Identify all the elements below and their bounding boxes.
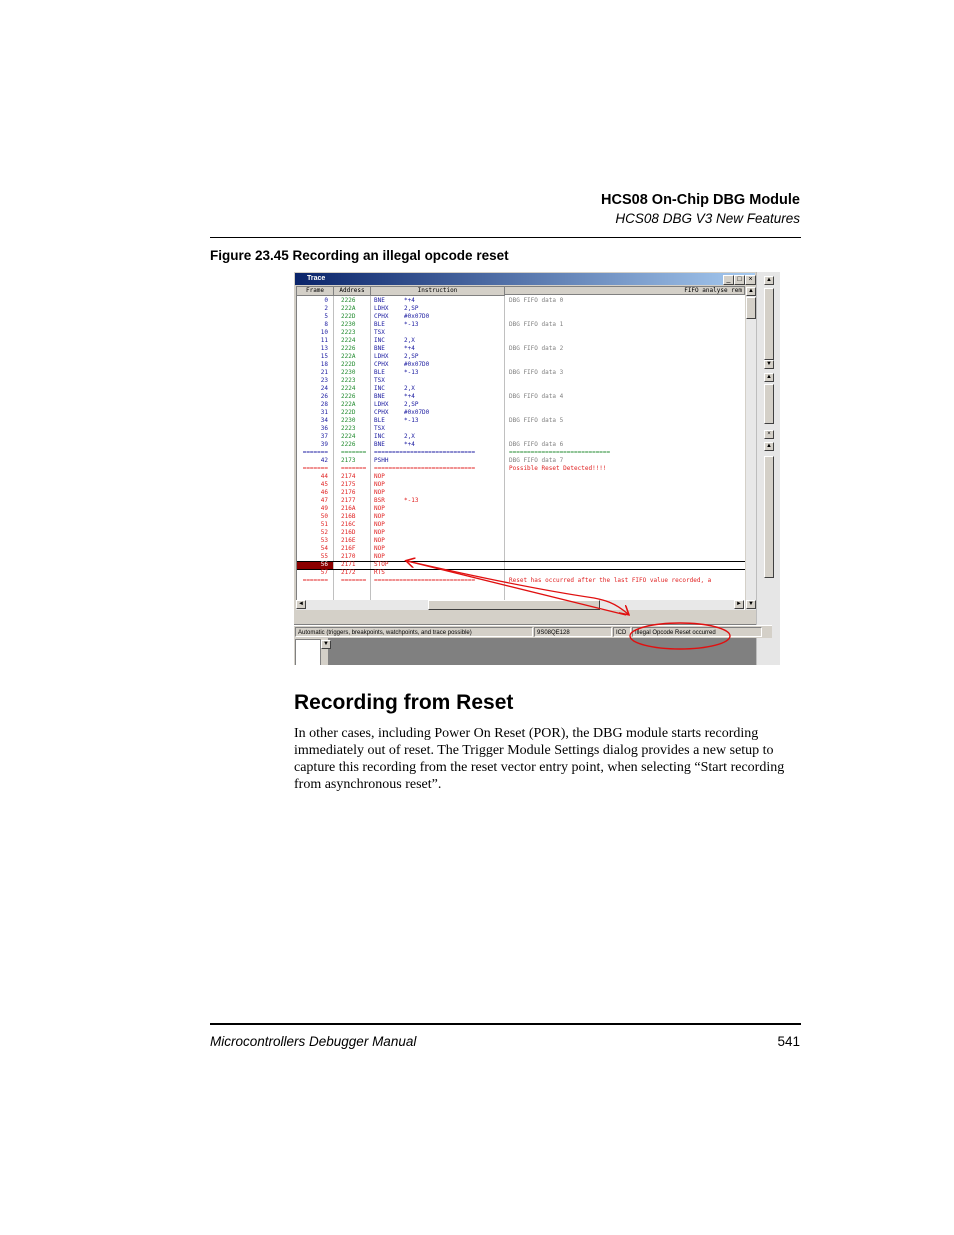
mnemonic-cell: INC xyxy=(374,385,385,392)
mnemonic-cell: NOP xyxy=(374,481,385,488)
mnemonic-cell: NOP xyxy=(374,489,385,496)
mnemonic-cell: BNE xyxy=(374,393,385,400)
info-cell: DBG FIFO data 4 xyxy=(509,393,564,400)
operand-cell: #0x07D0 xyxy=(404,361,430,368)
mnemonic-cell: NOP xyxy=(374,513,385,520)
frame-cell: 18 xyxy=(320,361,328,368)
mnemonic-cell: BLE xyxy=(374,321,385,328)
address-cell: 2175 xyxy=(341,481,356,488)
annotation-arrow-to-reset-line xyxy=(407,561,628,614)
address-cell: 222A xyxy=(341,353,356,360)
address-cell: 2176 xyxy=(341,489,356,496)
section-body: In other cases, including Power On Reset (POR), the DBG module starts recording immediately out of reset. The Trigger Module Settings dialog provides a new setup to capture this recording from the reset vector entry point, when selecting “Start recording from asynchronous reset”. xyxy=(294,726,785,792)
trace-window-title: Trace xyxy=(307,275,326,282)
info-cell: DBG FIFO data 7 xyxy=(509,457,564,464)
mnemonic-cell: TSX xyxy=(374,425,385,432)
trace-screenshot xyxy=(294,272,780,665)
page-number: 541 xyxy=(777,1034,800,1049)
operand-cell: *-13 xyxy=(404,369,419,376)
minimize-icon[interactable]: _ xyxy=(723,275,734,285)
address-cell: 2226 xyxy=(341,393,356,400)
status-message: Illegal Opcode Reset occurred xyxy=(632,627,762,637)
mnemonic-cell: RTS xyxy=(374,569,385,576)
frame-cell: 53 xyxy=(320,537,328,544)
outer-scroll-up-icon-2[interactable]: ▲ xyxy=(764,373,774,382)
operand-cell: 2,X xyxy=(404,337,415,344)
frame-cell: ======= xyxy=(302,449,328,456)
scroll-up-icon[interactable]: ▲ xyxy=(746,287,756,296)
annotation-overlay xyxy=(294,272,780,665)
mnemonic-cell: NOP xyxy=(374,505,385,512)
mnemonic-cell: STOP xyxy=(374,561,389,568)
figure-caption: Figure 23.45 Recording an illegal opcode reset xyxy=(210,248,509,263)
scroll-down-icon[interactable]: ▼ xyxy=(746,600,756,609)
frame-cell: 39 xyxy=(320,441,328,448)
frame-cell: 24 xyxy=(320,385,328,392)
mnemonic-cell: PSHH xyxy=(374,457,389,464)
mnemonic-cell: NOP xyxy=(374,537,385,544)
frame-cell: 34 xyxy=(320,417,328,424)
header-rule xyxy=(210,237,801,238)
frame-cell: 36 xyxy=(320,425,328,432)
footer-manual-title: Microcontrollers Debugger Manual xyxy=(210,1034,417,1049)
info-cell: DBG FIFO data 6 xyxy=(509,441,564,448)
address-cell: 222D xyxy=(341,409,356,416)
operand-cell: *+4 xyxy=(404,345,415,352)
frame-cell: 26 xyxy=(320,393,328,400)
frame-cell: 0 xyxy=(324,297,328,304)
scroll-right-icon[interactable]: ► xyxy=(734,600,744,609)
frame-cell: 13 xyxy=(320,345,328,352)
footer-rule xyxy=(210,1023,801,1025)
frame-cell: 5 xyxy=(324,313,328,320)
info-cell: Reset has occurred after the last FIFO value recorded, a xyxy=(509,577,712,584)
frame-cell: 8 xyxy=(324,321,328,328)
address-cell: 2174 xyxy=(341,473,356,480)
address-cell: 2223 xyxy=(341,329,356,336)
frame-cell: 46 xyxy=(320,489,328,496)
info-cell: DBG FIFO data 1 xyxy=(509,321,564,328)
address-cell: 2230 xyxy=(341,369,356,376)
mnemonic-cell: ============================ xyxy=(374,577,476,584)
column-header-info[interactable]: FIFO analyse rem xyxy=(505,287,745,295)
operand-cell: *+4 xyxy=(404,297,415,304)
mnemonic-cell: LDHX xyxy=(374,401,389,408)
address-cell: 2171 xyxy=(341,561,356,568)
address-cell: 2226 xyxy=(341,441,356,448)
info-cell: DBG FIFO data 0 xyxy=(509,297,564,304)
mnemonic-cell: BSR xyxy=(374,497,385,504)
frame-cell: ======= xyxy=(302,577,328,584)
status-link: ICD xyxy=(613,627,631,637)
mnemonic-cell: LDHX xyxy=(374,305,389,312)
address-cell: 216C xyxy=(341,521,356,528)
address-cell: 216A xyxy=(341,505,356,512)
column-header-instruction[interactable]: Instruction xyxy=(371,287,505,296)
operand-cell: *-13 xyxy=(404,417,419,424)
mnemonic-cell: CPHX xyxy=(374,313,389,320)
frame-cell: 10 xyxy=(320,329,328,336)
address-cell: 216E xyxy=(341,537,356,544)
address-cell: 222A xyxy=(341,401,356,408)
operand-cell: #0x07D0 xyxy=(404,409,430,416)
annotation-arrow-to-stop xyxy=(407,561,626,615)
frame-cell: 15 xyxy=(320,353,328,360)
frame-cell: 23 xyxy=(320,377,328,384)
address-cell: 222D xyxy=(341,313,356,320)
operand-cell: 2,SP xyxy=(404,353,419,360)
frame-cell: 31 xyxy=(320,409,328,416)
address-cell: 2170 xyxy=(341,553,356,560)
mnemonic-cell: LDHX xyxy=(374,353,389,360)
address-cell: 2177 xyxy=(341,497,356,504)
status-device: 9S08QE128 xyxy=(534,627,612,637)
frame-cell: 28 xyxy=(320,401,328,408)
operand-cell: #0x07D0 xyxy=(404,313,430,320)
info-cell: Possible Reset Detected!!!! xyxy=(509,465,607,472)
address-cell: 2173 xyxy=(341,457,356,464)
status-mode: Automatic (triggers, breakpoints, watchpoints, and trace possible) xyxy=(295,627,533,637)
column-header-address[interactable]: Address xyxy=(334,287,371,296)
mnemonic-cell: TSX xyxy=(374,329,385,336)
address-cell: 2224 xyxy=(341,337,356,344)
scroll-left-icon[interactable]: ◄ xyxy=(296,600,306,609)
mnemonic-cell: INC xyxy=(374,433,385,440)
address-cell: 2226 xyxy=(341,345,356,352)
mnemonic-cell: NOP xyxy=(374,529,385,536)
mnemonic-cell: CPHX xyxy=(374,361,389,368)
address-cell: ======= xyxy=(341,465,367,472)
mnemonic-cell: NOP xyxy=(374,545,385,552)
lower-scroll-down-icon[interactable]: ▼ xyxy=(321,640,331,649)
annotation-ellipse xyxy=(630,623,730,649)
frame-cell: 42 xyxy=(320,457,328,464)
info-cell: ============================ xyxy=(509,449,611,456)
frame-cell: 37 xyxy=(320,433,328,440)
address-cell: 2172 xyxy=(341,569,356,576)
frame-cell: 52 xyxy=(320,529,328,536)
section-heading: Recording from Reset xyxy=(294,691,514,714)
frame-cell: 11 xyxy=(320,337,328,344)
address-cell: 2223 xyxy=(341,425,356,432)
mnemonic-cell: BLE xyxy=(374,369,385,376)
operand-cell: *-13 xyxy=(404,497,419,504)
address-cell: 2224 xyxy=(341,433,356,440)
address-cell: 2230 xyxy=(341,321,356,328)
running-header-title: HCS08 On-Chip DBG Module xyxy=(601,192,800,208)
mnemonic-cell: BNE xyxy=(374,297,385,304)
address-cell: 2226 xyxy=(341,297,356,304)
mnemonic-cell: INC xyxy=(374,337,385,344)
operand-cell: *+4 xyxy=(404,441,415,448)
info-cell: DBG FIFO data 5 xyxy=(509,417,564,424)
address-cell: ======= xyxy=(341,577,367,584)
outer-scroll-up-icon[interactable]: ▲ xyxy=(764,276,774,285)
operand-cell: *-13 xyxy=(404,321,419,328)
operand-cell: 2,X xyxy=(404,385,415,392)
mnemonic-cell: BNE xyxy=(374,441,385,448)
address-cell: 2230 xyxy=(341,417,356,424)
info-cell: DBG FIFO data 2 xyxy=(509,345,564,352)
mnemonic-cell: NOP xyxy=(374,473,385,480)
address-cell: 222D xyxy=(341,361,356,368)
operand-cell: 2,SP xyxy=(404,305,419,312)
frame-cell: 44 xyxy=(320,473,328,480)
maximize-icon[interactable]: □ xyxy=(734,275,745,285)
frame-cell: 56 xyxy=(320,561,328,568)
address-cell: 216F xyxy=(341,545,356,552)
close-icon[interactable]: × xyxy=(745,275,756,285)
outer-scroll-down-icon[interactable]: ▼ xyxy=(764,360,774,369)
mnemonic-cell: TSX xyxy=(374,377,385,384)
address-cell: ======= xyxy=(341,449,367,456)
frame-cell: 2 xyxy=(324,305,328,312)
column-header-frame[interactable]: Frame xyxy=(297,287,334,296)
mnemonic-cell: ============================ xyxy=(374,465,476,472)
outer-close-icon[interactable]: × xyxy=(764,430,774,439)
mnemonic-cell: NOP xyxy=(374,553,385,560)
mnemonic-cell: BNE xyxy=(374,345,385,352)
operand-cell: 2,X xyxy=(404,433,415,440)
address-cell: 216B xyxy=(341,513,356,520)
address-cell: 2223 xyxy=(341,377,356,384)
address-cell: 216D xyxy=(341,529,356,536)
mnemonic-cell: CPHX xyxy=(374,409,389,416)
frame-cell: 51 xyxy=(320,521,328,528)
frame-cell: 57 xyxy=(320,569,328,576)
frame-cell: ======= xyxy=(302,465,328,472)
address-cell: 222A xyxy=(341,305,356,312)
outer-scroll-up-icon-3[interactable]: ▲ xyxy=(764,442,774,451)
frame-cell: 45 xyxy=(320,481,328,488)
frame-cell: 50 xyxy=(320,513,328,520)
frame-cell: 47 xyxy=(320,497,328,504)
frame-cell: 21 xyxy=(320,369,328,376)
mnemonic-cell: ============================ xyxy=(374,449,476,456)
operand-cell: *+4 xyxy=(404,393,415,400)
frame-cell: 54 xyxy=(320,545,328,552)
frame-cell: 49 xyxy=(320,505,328,512)
address-cell: 2224 xyxy=(341,385,356,392)
frame-cell: 55 xyxy=(320,553,328,560)
mnemonic-cell: NOP xyxy=(374,521,385,528)
mnemonic-cell: BLE xyxy=(374,417,385,424)
info-cell: DBG FIFO data 3 xyxy=(509,369,564,376)
running-header-subtitle: HCS08 DBG V3 New Features xyxy=(615,211,800,226)
operand-cell: 2,SP xyxy=(404,401,419,408)
